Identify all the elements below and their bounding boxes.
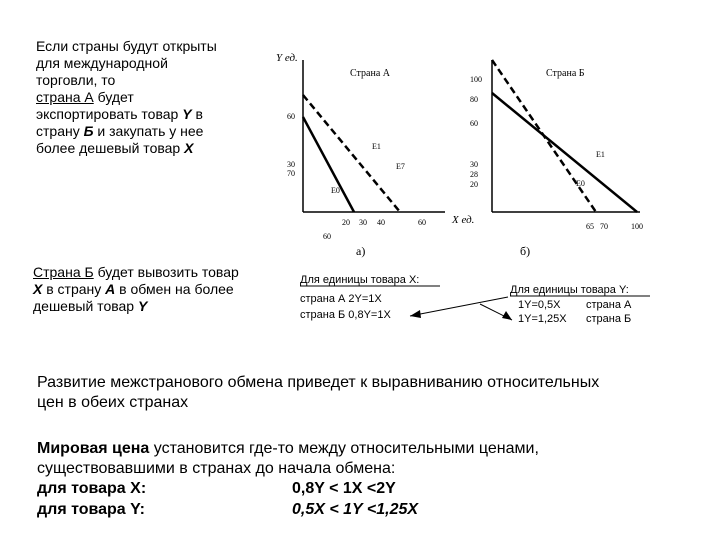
intro-line: экспортировать товар Y в [36,106,203,122]
chart-a-point: E1 [372,142,381,151]
price-row-x-value: 0,8Y < 1X <2Y [292,480,396,497]
chart-b-xlabel: X ед. [452,214,475,226]
chart-a-x-tick: 60 [323,232,331,241]
chart-a-x-tick: 20 [342,218,350,227]
chart-b-y-tick: 20 [470,180,478,189]
chart-b-y-tick: 80 [470,95,478,104]
paragraph-line: существовавшими в странах до начала обмена: [37,460,396,477]
arrow-head-left [410,310,421,318]
chart-b-x-tick: 100 [631,222,643,231]
intro-line: более дешевый товар X [36,140,194,156]
chart-a-x-tick: 40 [377,218,385,227]
ratio-x-title: Для единицы товара X: [300,274,420,286]
ratio-y-country: страна А [586,299,632,311]
price-row-x-label: для товара X: [37,480,147,497]
arrow-line [410,297,508,316]
intro-line: Если страны будут открыты [36,38,217,54]
arrow-head-right [502,311,512,320]
chart-b-title: Страна Б [546,68,585,79]
export-line: Страна Б будет вывозить товар [33,264,239,280]
chart-b-point: E1 [596,150,605,159]
chart-b-y-tick: 28 [470,170,478,179]
chart-a-caption: а) [356,244,366,258]
chart-a-trade-line [303,95,400,212]
paragraph-line: Развитие межстранового обмена приведет к выравниванию относительных [37,374,600,391]
paragraph-equalization [37,373,697,413]
export-line: дешевый товар Y [33,298,148,314]
intro-line: для международной [36,55,168,71]
chart-b-x-tick: 65 [586,222,594,231]
chart-b-y-tick: 100 [470,75,482,84]
ratio-x-row: страна Б 0,8Y=1X [300,309,391,321]
intro-line: торговли, то [36,72,116,88]
chart-a-y-tick: 30 [287,160,295,169]
chart-a-production-line [303,117,354,212]
chart-a-x-tick: 60 [418,218,426,227]
chart-b-point: E0 [576,179,585,188]
chart-a-y-tick: 60 [287,112,295,121]
chart-a-title: Страна А [350,68,390,79]
chart-a-y-tick: 70 [287,169,295,178]
paragraph-line: цен в обеих странах [37,394,189,411]
chart-b-y-tick: 30 [470,160,478,169]
country-a-link: страна А [36,89,94,105]
export-line: X в страну А в обмен на более [33,281,234,297]
chart-b-x-tick: 70 [600,222,608,231]
chart-a-x-tick: 30 [359,218,367,227]
chart-a-point: E7 [396,162,405,171]
chart-b-trade-line [492,60,596,212]
chart-b-caption: б) [520,244,531,258]
intro-line: страну Б и закупать у нее [36,123,204,139]
price-row-y-label: для товара Y: [37,501,145,518]
ratio-x-row: страна А 2Y=1X [300,293,382,305]
ratio-y-value: 1Y=1,25X [518,313,567,325]
paragraph-world-price [37,439,697,479]
chart-b-y-tick: 60 [470,119,478,128]
world-price-term: Мировая цена [37,440,150,457]
price-row-y-value: 0,5X < 1Y <1,25X [292,501,419,518]
chart-a-ylabel: Y ед. [276,52,298,64]
ratio-y-country: страна Б [586,313,632,325]
paragraph-line: Мировая цена установится где-то между относительными ценами, [37,440,539,457]
chart-b-production-line [492,93,637,212]
chart-a-point: E0 [331,186,340,195]
ratio-y-title: Для единицы товара Y: [510,284,629,296]
intro-line: страна А будет [36,89,134,105]
ratio-y-value: 1Y=0,5X [518,299,561,311]
